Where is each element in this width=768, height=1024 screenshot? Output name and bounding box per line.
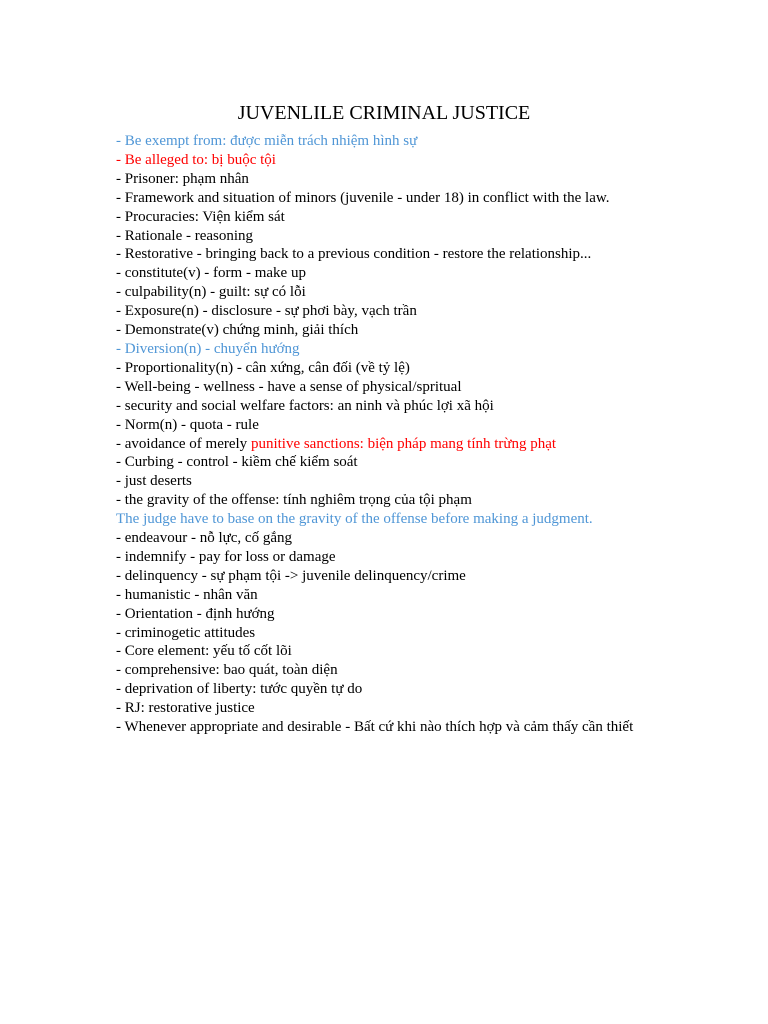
vocab-line: [116, 340, 652, 359]
vocab-text: - Proportionality(n) - cân xứng, cân đối (về tỷ lệ): [116, 359, 410, 376]
vocab-line: [116, 321, 652, 340]
vocab-text: - Demonstrate(v) chứng minh, giải thích: [116, 322, 359, 339]
vocab-line: [116, 435, 652, 454]
vocab-text: The judge have to base on the gravity of the offense before making a judgment.: [116, 511, 593, 528]
vocab-line: [116, 227, 652, 246]
vocab-line: [116, 661, 652, 680]
vocab-text: - Be alleged to: bị buộc tội: [116, 151, 276, 168]
vocab-text: - Be exempt from: được miễn trách nhiệm hình sự: [116, 133, 418, 149]
vocab-line: [116, 718, 652, 737]
vocab-line: [116, 397, 652, 416]
vocab-line: [116, 264, 652, 283]
vocab-text: - Framework and situation of minors (juvenile - under 18) in conflict with the law.: [116, 189, 610, 206]
vocab-line: [116, 132, 652, 151]
vocab-text: - security and social welfare factors: an ninh và phúc lợi xã hội: [116, 397, 494, 414]
vocab-line: [116, 416, 652, 435]
vocab-line: [116, 699, 652, 718]
vocab-text: - Procuracies: Viện kiểm sát: [116, 208, 285, 225]
vocab-line: [116, 529, 652, 548]
vocab-text: - Well-being - wellness - have a sense of physical/spritual: [116, 378, 462, 395]
vocab-line: [116, 586, 652, 605]
vocab-text: - Restorative - bringing back to a previous condition - restore the relationship...: [116, 246, 592, 263]
vocab-text: - Rationale - reasoning: [116, 227, 254, 244]
vocab-line: [116, 151, 652, 170]
vocab-line: [116, 680, 652, 699]
vocab-line: [116, 283, 652, 302]
vocab-line: [116, 472, 652, 491]
vocab-text: punitive sanctions: biện pháp mang tính trừng phạt: [250, 435, 557, 452]
vocab-line: [116, 567, 652, 586]
vocab-text: - RJ: restorative justice: [116, 700, 255, 717]
vocab-line: [116, 189, 652, 208]
vocab-text: - deprivation of liberty: tước quyền tự do: [116, 681, 363, 698]
vocab-line: [116, 378, 652, 397]
vocab-text: - criminogetic attitudes: [116, 624, 256, 641]
vocab-line: [116, 605, 652, 624]
vocab-text: - Exposure(n) - disclosure - sự phơi bày, vạch trần: [116, 303, 417, 320]
vocab-text: - Norm(n) - quota - rule: [116, 416, 259, 433]
vocab-line: [116, 453, 652, 472]
vocabulary-list: [116, 132, 652, 737]
vocab-line: [116, 208, 652, 227]
vocab-line: [116, 548, 652, 567]
vocab-line: [116, 245, 652, 264]
vocab-text: - avoidance of merely: [116, 435, 251, 452]
vocab-text: - comprehensive: bao quát, toàn diện: [116, 662, 338, 679]
vocab-text: - Core element: yếu tố cốt lõi: [116, 643, 292, 660]
vocab-text: - Curbing - control - kiềm chế kiểm soát: [116, 454, 358, 471]
vocab-text: - just deserts: [116, 473, 192, 490]
vocab-text: - indemnify - pay for loss or damage: [116, 548, 336, 565]
vocab-text: - culpability(n) - guilt: sự có lỗi: [116, 284, 306, 301]
vocab-line: [116, 302, 652, 321]
vocab-text: - Prisoner: phạm nhân: [116, 170, 249, 187]
vocab-text: - Diversion(n) - chuyển hướng: [116, 340, 300, 357]
vocab-line: [116, 359, 652, 378]
vocab-text: - the gravity of the offense: tính nghiêm trọng của tội phạm: [116, 492, 472, 509]
vocab-line: [116, 642, 652, 661]
vocab-line: [116, 624, 652, 643]
vocab-text: - humanistic - nhân văn: [116, 586, 258, 603]
vocab-line: [116, 170, 652, 189]
vocab-text: - delinquency - sự phạm tội -> juvenile delinquency/crime: [116, 567, 466, 584]
vocab-text: - Whenever appropriate and desirable - Bất cứ khi nào thích hợp và cảm thấy cần thiết: [116, 719, 634, 736]
vocab-text: - constitute(v) - form - make up: [116, 265, 306, 282]
vocab-text: - Orientation - định hướng: [116, 605, 275, 622]
document-title: JUVENLILE CRIMINAL JUSTICE: [237, 102, 531, 124]
vocab-line: [116, 510, 652, 529]
vocab-line: [116, 491, 652, 510]
vocab-text: - endeavour - nỗ lực, cố gắng: [116, 530, 292, 547]
